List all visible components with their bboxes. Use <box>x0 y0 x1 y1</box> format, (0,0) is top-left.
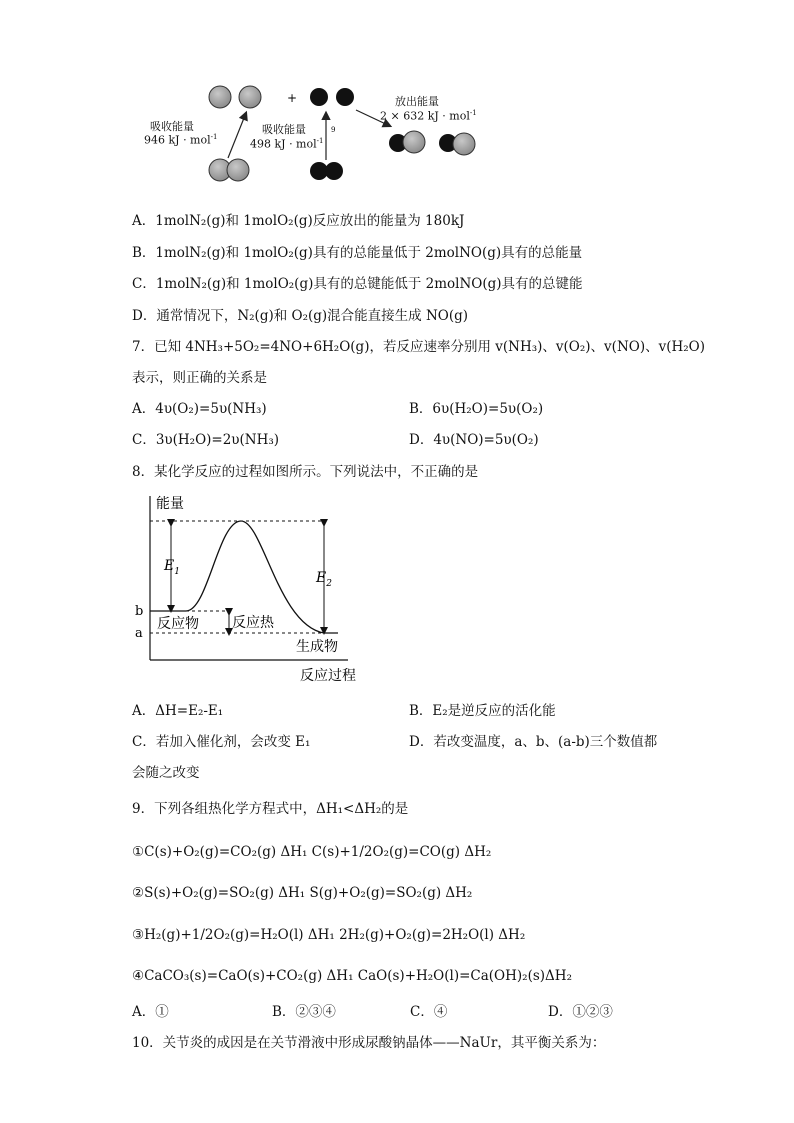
q7-option-b: B．6υ(H₂O)=5υ(O₂) <box>409 401 544 417</box>
q10-stem: 10．关节炎的成因是在关节滑液中形成尿酸钠晶体——NaUr，其平衡关系为： <box>132 1035 606 1051</box>
level-b-label: b <box>135 604 144 619</box>
energy-profile-chart <box>128 490 378 690</box>
q9-option-b: B．②③④ <box>272 1004 336 1020</box>
n-atom-icon <box>239 86 261 108</box>
q8-option-d: D．若改变温度，a、b、(a-b)三个数值都 <box>409 734 658 750</box>
reactant-label: 反应物 <box>157 616 199 632</box>
level-a-label: a <box>135 626 143 641</box>
q7-stem-line1: 7．已知 4NH₃+5O₂=4NO+6H₂O(g)，若反应速率分别用 v(NH₃)、v(O₂)、v(NO)、v(H₂O) <box>132 339 705 355</box>
absorb-mid-value: 498 kJ · mol$^{-1}$ <box>250 137 324 151</box>
q9-equation-2: ②S(s)+O₂(g)=SO₂(g) ΔH₁ S(g)+O₂(g)=SO₂(g) ΔH₂ <box>132 885 473 901</box>
release-value: 2 × 632 kJ · mol$^{-1}$ <box>380 109 477 123</box>
o-atom-icon <box>310 88 328 106</box>
product-label: 生成物 <box>296 639 338 655</box>
q9-option-c: C．④ <box>410 1004 448 1020</box>
q7-option-d: D．4υ(NO)=5υ(O₂) <box>409 432 539 448</box>
q7-stem-line2: 表示，则正确的关系是 <box>132 370 267 386</box>
q7-option-a: A．4υ(O₂)=5υ(NH₃) <box>132 401 267 417</box>
q6-option-c: C．1molN₂(g)和 1molO₂(g)具有的总键能低于 2molNO(g)具有的总键能 <box>132 276 583 292</box>
q9-option-d: D．①②③ <box>548 1004 613 1020</box>
q9-stem: 9．下列各组热化学方程式中，ΔH₁<ΔH₂的是 <box>132 801 409 817</box>
q9-option-a: A．① <box>132 1004 169 1020</box>
q8-option-b: B．E₂是逆反应的活化能 <box>409 703 556 719</box>
q9-equation-4: ④CaCO₃(s)=CaO(s)+CO₂(g) ΔH₁ CaO(s)+H₂O(l)=Ca(OH)₂(s)ΔH₂ <box>132 968 572 984</box>
q9-equation-3: ③H₂(g)+1/2O₂(g)=H₂O(l) ΔH₁ 2H₂(g)+O₂(g)=2H₂O(l) ΔH₂ <box>132 927 526 943</box>
q8-option-a: A．ΔH=E₂-E₁ <box>132 703 224 719</box>
arrow-icon <box>228 113 246 158</box>
plus-sign: + <box>287 91 298 105</box>
q8-option-d-cont: 会随之改变 <box>132 765 200 781</box>
o-atom-icon <box>336 88 354 106</box>
x-axis-label: 反应过程 <box>300 668 356 684</box>
q6-option-a: A．1molN₂(g)和 1molO₂(g)反应放出的能量为 180kJ <box>132 213 465 229</box>
absorb-left-value: 946 kJ · mol$^{-1}$ <box>144 133 218 147</box>
q6-option-b: B．1molN₂(g)和 1molO₂(g)具有的总能量低于 2molNO(g)具有的总能量 <box>132 245 583 261</box>
absorb-mid-label: 吸收能量 <box>262 123 306 136</box>
q8-stem: 8．某化学反应的过程如图所示。下列说法中，不正确的是 <box>132 464 479 480</box>
reaction-heat-label: 反应热 <box>232 615 274 631</box>
absorb-left-label: 吸收能量 <box>150 120 194 133</box>
q8-option-c: C．若加入催化剂，会改变 E₁ <box>132 734 311 750</box>
e1-label: $E_1$ <box>164 558 180 577</box>
y-axis-label: 能量 <box>156 496 184 512</box>
release-label: 放出能量 <box>395 95 439 108</box>
q9-equation-1: ①C(s)+O₂(g)=CO₂(g) ΔH₁ C(s)+1/2O₂(g)=CO(g) ΔH₂ <box>132 844 492 860</box>
e2-label: $E_2$ <box>316 570 332 589</box>
q6-option-d: D．通常情况下，N₂(g)和 O₂(g)混合能直接生成 NO(g) <box>132 308 469 324</box>
n-atom-icon <box>209 86 231 108</box>
q7-option-c: C．3υ(H₂O)=2υ(NH₃) <box>132 432 280 448</box>
figure-mark: 9 <box>331 126 336 134</box>
